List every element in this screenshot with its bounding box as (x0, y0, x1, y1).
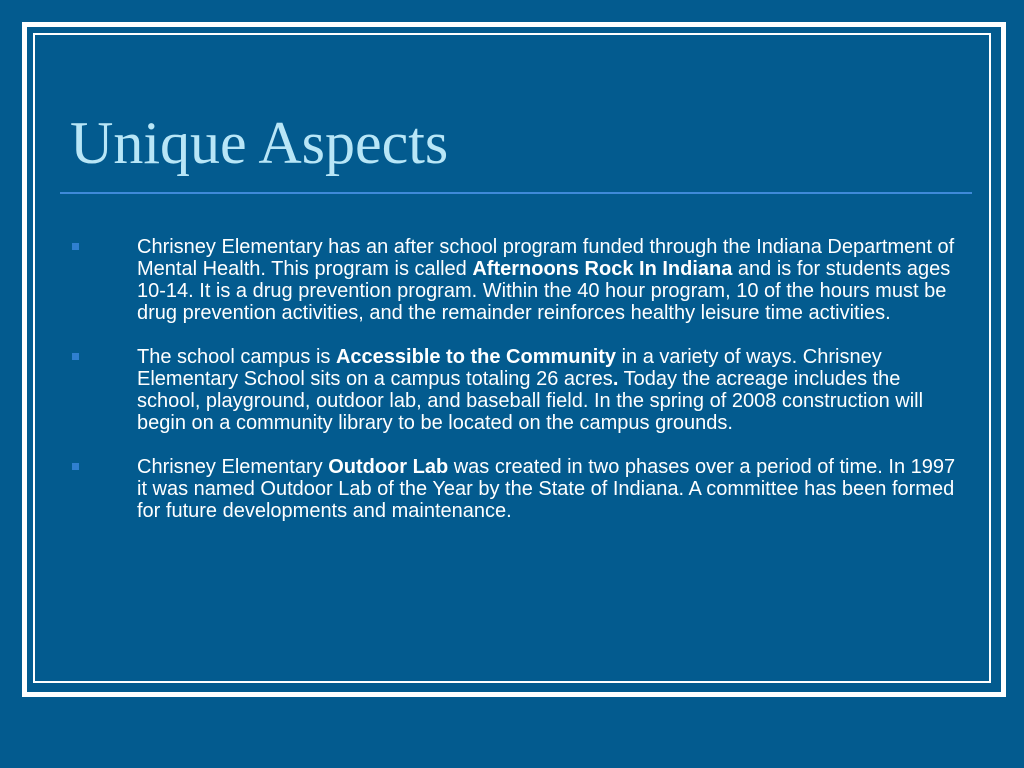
bullet-text-segment: Chrisney Elementary has an after school program funded through the Indiana Department of Mental Health. This program is called (137, 236, 955, 280)
emphasized-period: . (612, 368, 619, 390)
bullet-text (137, 346, 960, 434)
emphasized-program-name: Afternoons Rock In Indiana (472, 258, 733, 280)
slide-title: Unique Aspects (70, 110, 449, 176)
bullet-text-segment: Chrisney Elementary (137, 456, 329, 478)
bullet-text-segment: Today the acreage includes the school, playground, outdoor lab, and baseball field. In the spring of 2008 construction will begin on a community library to be located on the campus grounds. (137, 368, 924, 434)
bullet-list (70, 236, 960, 544)
bullet-item-after-school-program (70, 236, 960, 324)
square-bullet-icon (72, 243, 79, 250)
title-divider (60, 192, 972, 194)
bullet-text (137, 456, 960, 522)
bullet-text (137, 236, 960, 324)
emphasized-community-access: Accessible to the Community (335, 346, 617, 368)
square-bullet-icon (72, 353, 79, 360)
bullet-item-campus-access (70, 346, 960, 434)
bullet-text-segment: The school campus is (137, 346, 336, 368)
bullet-item-outdoor-lab (70, 456, 960, 522)
bullet-text-segment: was created in two phases over a period of time. In 1997 it was named Outdoor Lab of the Year by the State of Indiana. A committee has been formed for future developments and maintenance. (137, 456, 956, 522)
emphasized-outdoor-lab: Outdoor Lab (328, 456, 449, 478)
bullet-text-segment: in a variety of ways. Chrisney Elementary School sits on a campus totaling 26 acres (137, 346, 882, 390)
square-bullet-icon (72, 463, 79, 470)
bullet-text-segment: and is for students ages 10-14. It is a drug prevention program. Within the 40 hour program, 10 of the hours must be drug prevention activities, and the remainder reinforces healthy leisure time activities. (137, 258, 951, 324)
